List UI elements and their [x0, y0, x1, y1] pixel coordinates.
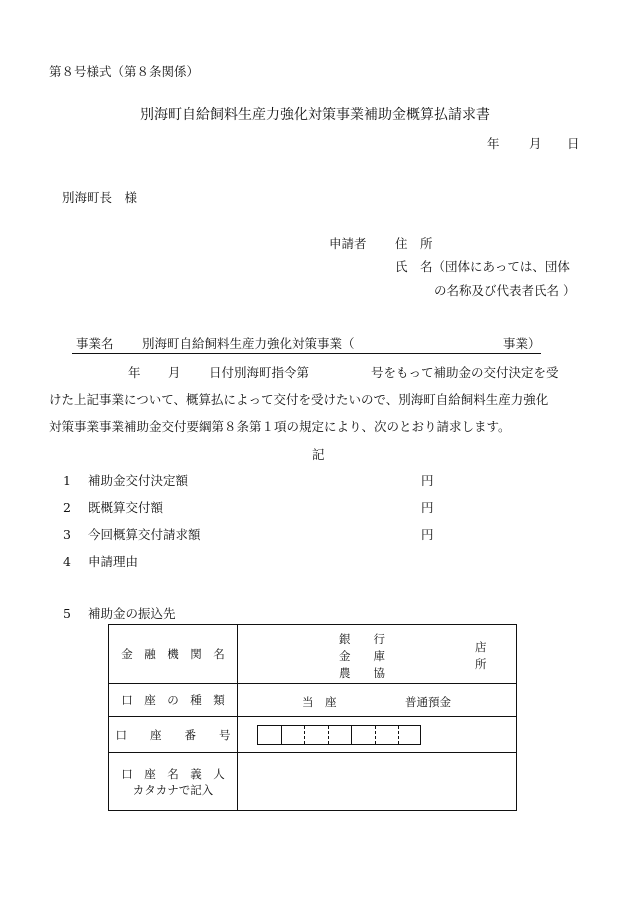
digit-divider — [351, 726, 352, 744]
body-year: 年 — [128, 365, 141, 380]
bank-option: 銀 行 — [339, 632, 385, 646]
project-name: 別海町自給飼料生産力強化対策事業（ — [142, 336, 355, 351]
digit-divider — [281, 726, 282, 744]
body-month: 月 — [168, 365, 181, 380]
item-no: 5 — [63, 606, 71, 621]
body-line1-mid: 日付別海町指令第 — [209, 365, 310, 380]
item-no: 1 — [63, 473, 71, 488]
document-title: 別海町自給飼料生産力強化対策事業補助金概算払請求書 — [140, 107, 490, 123]
account-type-cell[interactable] — [238, 684, 517, 717]
digit-divider — [398, 726, 399, 744]
date-year: 年 — [487, 136, 500, 151]
project-line — [72, 338, 541, 354]
name-label: 氏 名（団体にあっては、団体 — [395, 259, 570, 274]
address-label: 住 所 — [395, 236, 433, 251]
date-day: 日 — [567, 136, 580, 151]
current-account-option: 当 座 — [302, 695, 337, 709]
account-number-boxes[interactable] — [257, 725, 421, 745]
item-label: 申請理由 — [88, 554, 139, 569]
savings-account-option: 普通預金 — [405, 695, 451, 709]
form-number: 第８号様式（第８条関係） — [49, 64, 200, 79]
account-holder-label: 口 座 名 義 人 — [121, 766, 225, 781]
project-label: 事業名 — [76, 336, 114, 351]
account-holder-cell[interactable] — [238, 753, 517, 811]
account-type-label: 口 座 の 種 類 — [121, 693, 225, 707]
bank-transfer-table — [108, 624, 517, 811]
branch-office-option: 所 — [475, 657, 487, 671]
body-line2: けた上記事業について、概算払によって交付を受けたいので、別海町自給飼料生産力強化 — [49, 392, 549, 407]
digit-divider — [304, 726, 305, 744]
item-label: 補助金交付決定額 — [88, 473, 189, 488]
item-no: 4 — [63, 554, 71, 569]
item-no: 3 — [63, 527, 71, 542]
body-line1-end: 号をもって補助金の交付決定を受 — [371, 365, 559, 380]
date-month: 月 — [529, 136, 542, 151]
account-holder-label-cell — [109, 753, 238, 811]
account-type-label-cell — [109, 684, 238, 717]
institution-label-cell — [109, 625, 238, 684]
nokyo-option: 農 協 — [339, 666, 385, 680]
item-no: 2 — [63, 500, 71, 515]
institution-cell[interactable] — [238, 625, 517, 684]
digit-divider — [328, 726, 329, 744]
account-holder-note: カタカナで記入 — [132, 782, 214, 797]
ki-heading: 記 — [312, 447, 325, 462]
item-label: 今回概算交付請求額 — [88, 527, 201, 542]
shinkin-option: 金 庫 — [339, 649, 385, 663]
institution-label: 金 融 機 関 名 — [121, 647, 225, 661]
item-unit: 円 — [421, 500, 434, 515]
item-unit: 円 — [421, 473, 434, 488]
account-number-label: 口 座 番 号 — [115, 727, 231, 742]
addressee: 別海町長 様 — [62, 190, 138, 205]
body-line3: 対策事業事業補助金交付要綱第８条第１項の規定により、次のとおり請求します。 — [49, 419, 511, 434]
item-label: 補助金の振込先 — [88, 606, 176, 621]
project-suffix: 事業） — [503, 336, 541, 351]
item-unit: 円 — [421, 527, 434, 542]
name-note: の名称及び代表者氏名 ） — [434, 283, 576, 298]
item-label: 既概算交付額 — [88, 500, 164, 515]
applicant-label: 申請者 — [329, 236, 367, 251]
account-number-label-cell — [109, 717, 238, 753]
branch-store-option: 店 — [475, 640, 487, 654]
digit-divider — [375, 726, 376, 744]
